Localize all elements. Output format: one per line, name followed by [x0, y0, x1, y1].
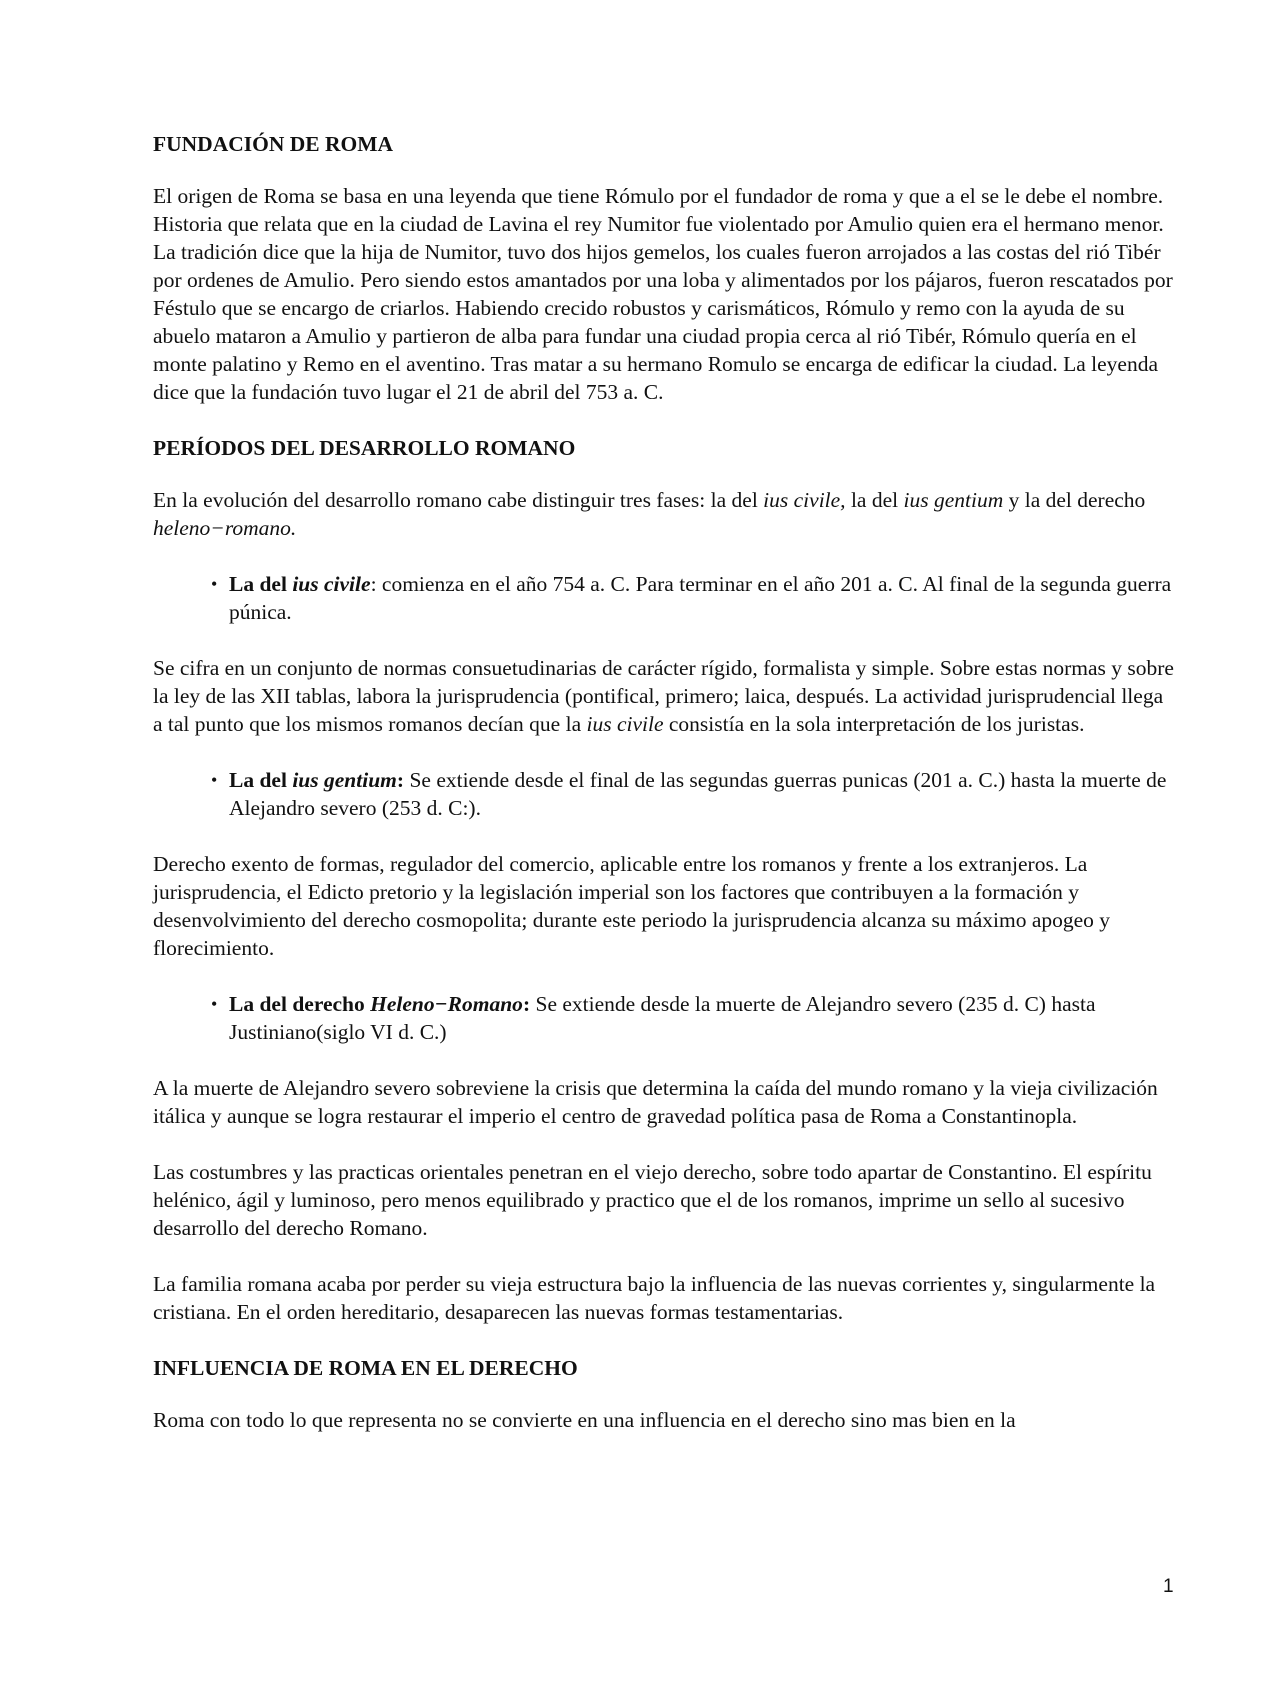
bullet-label: La del derecho — [229, 992, 371, 1016]
intro-term-ius-civile: ius civile, — [763, 488, 846, 512]
heading-periodos: PERÍODOS DEL DESARROLLO ROMANO — [153, 436, 576, 460]
bullet-list-civile — [153, 570, 1175, 626]
civile-term: ius civile — [586, 712, 664, 736]
intro-text-b: la del — [845, 488, 904, 512]
page-content — [153, 130, 1175, 1462]
bullet-label: La del — [229, 572, 293, 596]
bullet-text: Se extiende desde la muerte de Alejandro severo (235 d. C) hasta Justiniano(siglo VI d. C.) — [229, 992, 1096, 1044]
list-item-ius-gentium — [153, 766, 1175, 822]
bullet-icon: • — [211, 770, 218, 790]
paragraph-costumbres: Las costumbres y las practicas orientales penetran en el viejo derecho, sobre todo apartar de Constantino. El espíritu helénico, ágil y luminoso, pero menos equilibrado y practico que el de los romanos, imprime un sello al sucesivo desarrollo del derecho Romano. — [153, 1160, 1152, 1240]
bullet-colon: : — [396, 768, 405, 792]
bullet-term: ius gentium — [292, 768, 397, 792]
civile-text-b: consistía en la sola interpretación de los juristas. — [663, 712, 1085, 736]
bullet-list-heleno — [153, 990, 1175, 1046]
page-number: 1 — [1163, 1576, 1174, 1597]
civile-text-a: Se cifra en un conjunto de normas consuetudinarias de carácter rígido, formalista y simple. Sobre estas normas y sobre la ley de las XII tablas, labora la jurisprudencia (pontifical, primero; laica, después. La actividad jurisprudencial llega a tal punto que los mismos romanos decían que la — [153, 656, 1174, 736]
bullet-icon: • — [211, 994, 218, 1014]
intro-term-heleno-romano: heleno−romano. — [153, 516, 297, 540]
intro-text-c: y la del derecho — [1003, 488, 1146, 512]
bullet-term: Heleno−Romano — [370, 992, 523, 1016]
bullet-list-gentium — [153, 766, 1175, 822]
bullet-term: ius civile — [292, 572, 371, 596]
intro-text-a: En la evolución del desarrollo romano cabe distinguir tres fases: la del — [153, 488, 764, 512]
bullet-colon: : — [522, 992, 531, 1016]
heading-fundacion: FUNDACIÓN DE ROMA — [153, 132, 394, 156]
heading-influencia: INFLUENCIA DE ROMA EN EL DERECHO — [153, 1356, 578, 1380]
paragraph-periodos-intro — [153, 486, 1175, 542]
paragraph-crisis: A la muerte de Alejandro severo sobreviene la crisis que determina la caída del mundo romano y la vieja civilización itálica y aunque se logra restaurar el imperio el centro de gravedad política pasa de Roma a Constantinopla. — [153, 1076, 1158, 1128]
paragraph-ius-civile — [153, 654, 1175, 738]
paragraph-ius-gentium: Derecho exento de formas, regulador del comercio, aplicable entre los romanos y frente a los extranjeros. La jurisprudencia, el Edicto pretorio y la legislación imperial son los factores que contribuyen a la formación y desenvolvimiento del derecho cosmopolita; durante este periodo la jurisprudencia alcanza su máximo apogeo y florecimiento. — [153, 852, 1111, 960]
list-item-heleno-romano — [153, 990, 1175, 1046]
bullet-label: La del — [229, 768, 293, 792]
bullet-icon: • — [211, 574, 218, 594]
intro-term-ius-gentium: ius gentium — [903, 488, 1004, 512]
bullet-text: Se extiende desde el final de las segundas guerras punicas (201 a. C.) hasta la muerte de Alejandro severo (253 d. C:). — [229, 768, 1167, 820]
paragraph-familia: La familia romana acaba por perder su vieja estructura bajo la influencia de las nuevas corrientes y, singularmente la cristiana. En el orden hereditario, desaparecen las nuevas formas testamentarias. — [153, 1272, 1156, 1324]
paragraph-influencia: Roma con todo lo que representa no se convierte en una influencia en el derecho sino mas bien en la — [153, 1408, 1016, 1432]
bullet-text: : comienza en el año 754 a. C. Para terminar en el año 201 a. C. Al final de la segunda guerra púnica. — [229, 572, 1172, 624]
list-item-ius-civile — [153, 570, 1175, 626]
paragraph-fundacion: El origen de Roma se basa en una leyenda que tiene Rómulo por el fundador de roma y que a el se le debe el nombre. Historia que relata que en la ciudad de Lavina el rey Numitor fue violentado por Amulio quien era el hermano menor. La tradición dice que la hija de Numitor, tuvo dos hijos gemelos, los cuales fueron arrojados a las costas del rió Tibér por ordenes de Amulio. Pero siendo estos amantados por una loba y alimentados por los pájaros, fueron rescatados por Féstulo que se encargo de criarlos. Habiendo crecido robustos y carismáticos, Rómulo y remo con la ayuda de su abuelo mataron a Amulio y partieron de alba para fundar una ciudad propia cerca al rió Tibér, Rómulo quería en el monte palatino y Remo en el aventino. Tras matar a su hermano Romulo se encarga de edificar la ciudad. La leyenda dice que la fundación tuvo lugar el 21 de abril del 753 a. C. — [153, 184, 1173, 404]
